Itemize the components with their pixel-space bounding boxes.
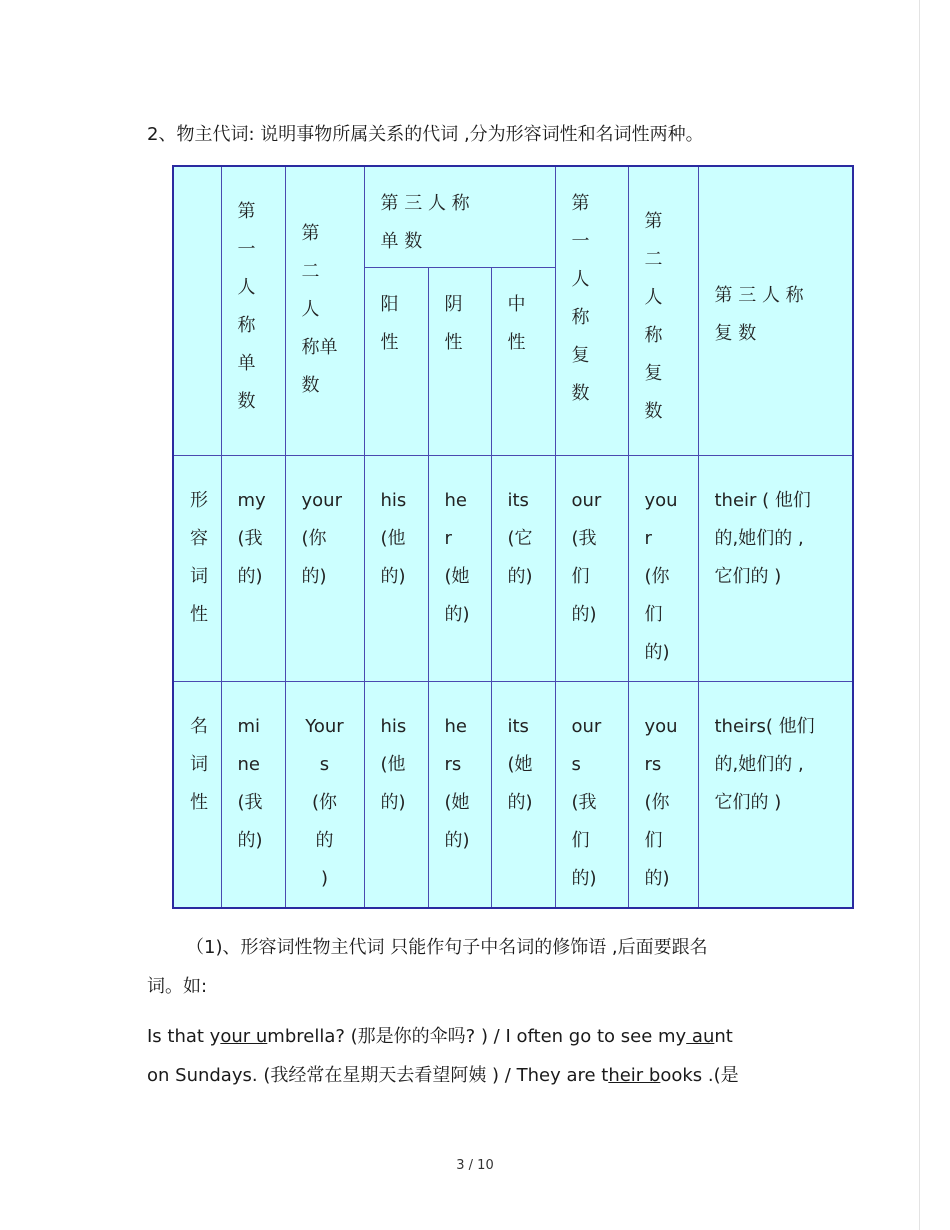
header-third-plural: 第 三 人 称 复 数 <box>698 166 853 455</box>
example-text: on Sundays. (我经常在星期天去看望阿姨 ) / They are t <box>147 1065 609 1086</box>
table-cell: your (你 的) <box>285 455 364 681</box>
example-text: ooks .(是 <box>660 1065 739 1086</box>
table-cell: Your s (你 的 ) <box>285 681 364 908</box>
header-third-singular: 第 三 人 称 单 数 <box>364 166 555 267</box>
underlined-text: heir b <box>608 1065 661 1086</box>
possessive-pronoun-table <box>172 165 854 909</box>
table-cell: he rs (她 的) <box>428 681 491 908</box>
table-cell: my (我 的) <box>221 455 285 681</box>
table-cell: mi ne (我 的) <box>221 681 285 908</box>
table-cell: its (她 的) <box>491 681 555 908</box>
table-cell: our (我 们 的) <box>555 455 628 681</box>
table-row-adjective <box>173 455 853 681</box>
example-text: nt <box>714 1026 733 1047</box>
page-edge <box>919 0 920 1230</box>
header-first-singular: 第 一 人 称 单 数 <box>221 166 285 455</box>
row-label-adjective: 形 容 词 性 <box>173 455 221 681</box>
table-cell: their ( 他们 的,她们的 , 它们的 ) <box>698 455 853 681</box>
header-feminine: 阴 性 <box>428 267 491 455</box>
row-label-noun: 名 词 性 <box>173 681 221 908</box>
example-text: Is that y <box>147 1026 221 1047</box>
underlined-text: au <box>686 1026 715 1047</box>
table-cell: his (他 的) <box>364 681 428 908</box>
table-cell: he r (她 的) <box>428 455 491 681</box>
paragraph-line: 词。如: <box>147 976 208 997</box>
header-first-plural: 第 一 人 称 复 数 <box>555 166 628 455</box>
table-row-noun <box>173 681 853 908</box>
table-cell: its (它 的) <box>491 455 555 681</box>
table-cell: you rs (你 们 的) <box>628 681 698 908</box>
page-number: 3 / 10 <box>456 1158 494 1173</box>
corner-cell <box>173 166 221 455</box>
example-line <box>147 1061 739 1087</box>
example-text: mbrella? (那是你的伞吗? ) / I often go to see my <box>267 1026 687 1047</box>
header-neuter: 中 性 <box>491 267 555 455</box>
header-second-singular: 第 二 人 称单 数 <box>285 166 364 455</box>
table-cell: you r (你 们 的) <box>628 455 698 681</box>
table-cell: our s (我 们 的) <box>555 681 628 908</box>
header-masculine: 阳 性 <box>364 267 428 455</box>
example-line <box>147 1022 733 1048</box>
header-second-plural: 第 二 人 称 复 数 <box>628 166 698 455</box>
table-cell: theirs( 他们 的,她们的 , 它们的 ) <box>698 681 853 908</box>
section-heading: 2、物主代词: 说明事物所属关系的代词 ,分为形容词性和名词性两种。 <box>147 124 704 145</box>
underlined-text: our u <box>220 1026 268 1047</box>
table-cell: his (他 的) <box>364 455 428 681</box>
paragraph-line: （1)、形容词性物主代词 只能作句子中名词的修饰语 ,后面要跟名 <box>186 937 708 958</box>
